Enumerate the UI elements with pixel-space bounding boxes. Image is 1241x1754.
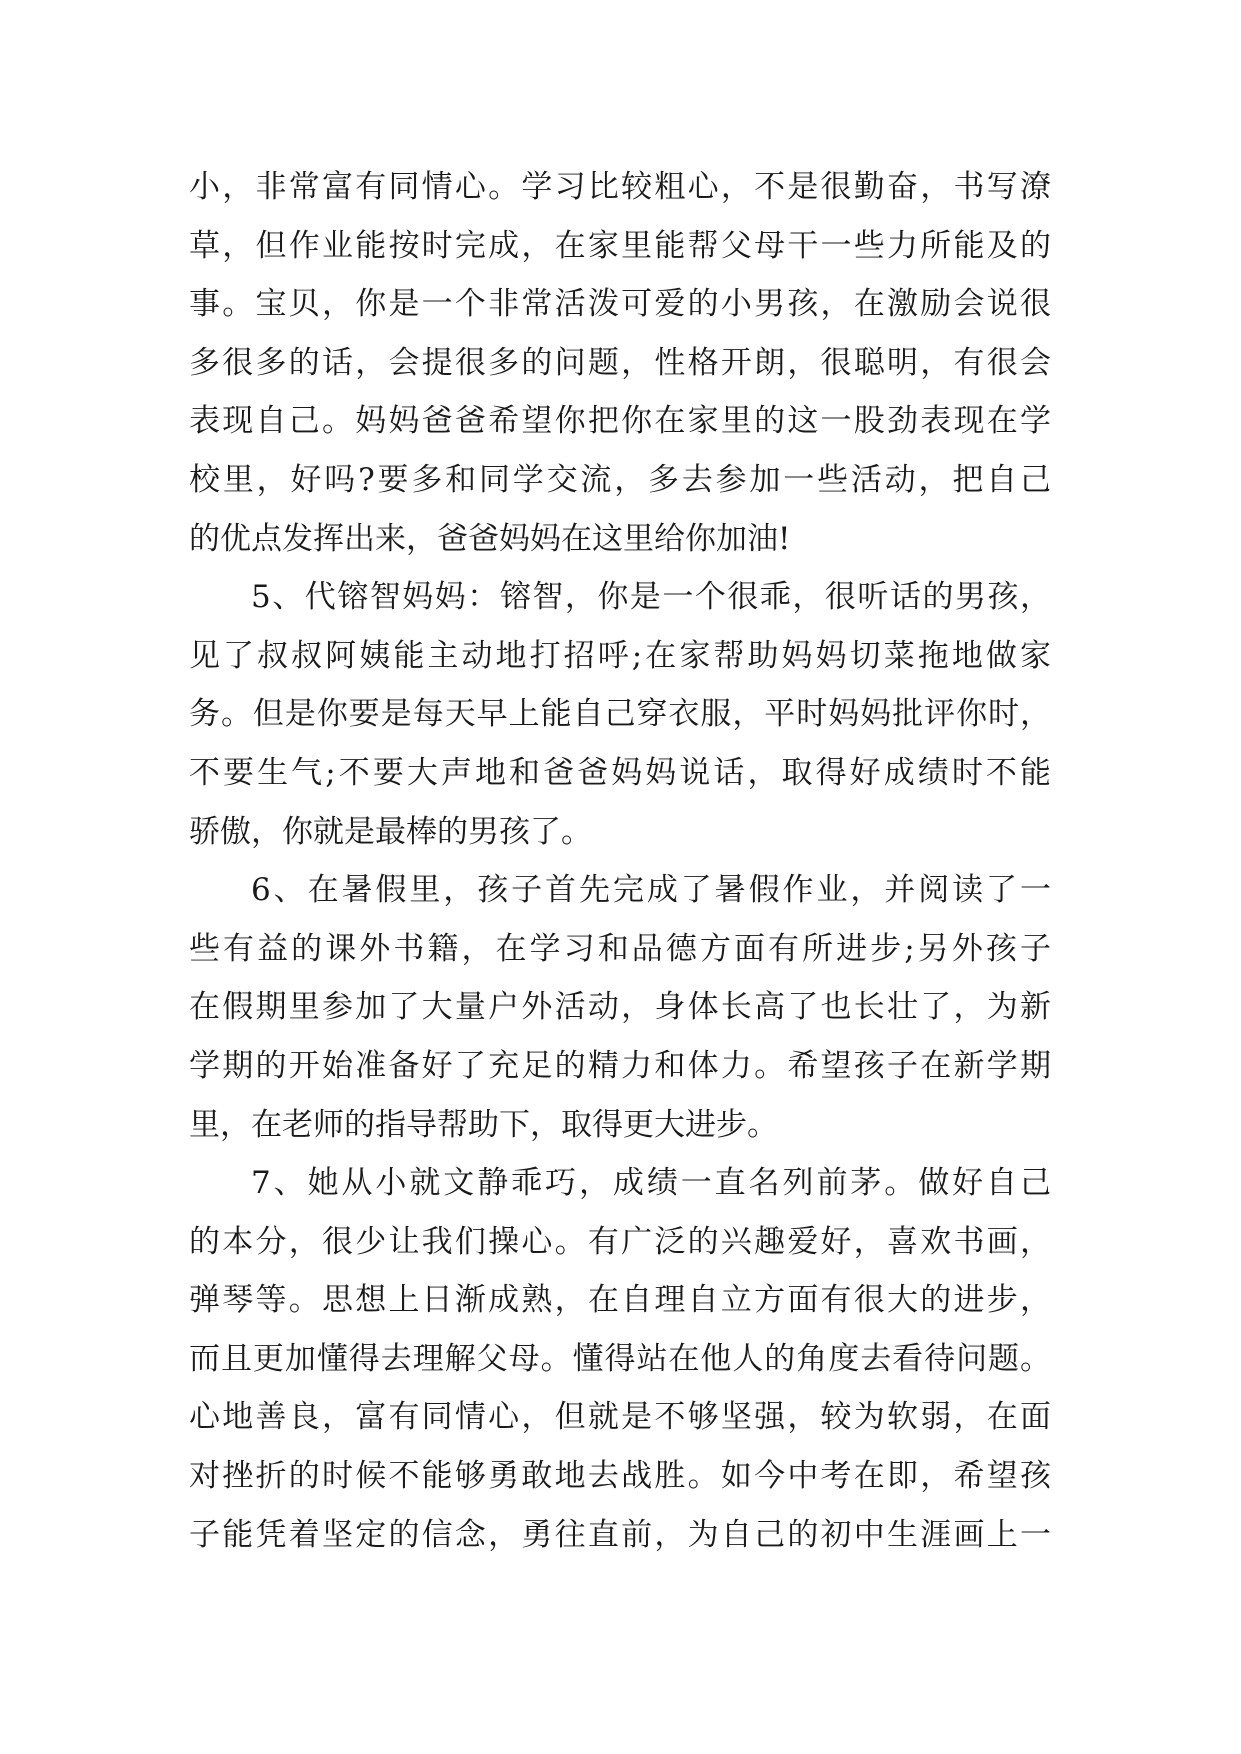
text-line: 的优点发挥出来，爸爸妈妈在这里给你加油!: [189, 520, 791, 557]
text-line: 学期的开始准备好了充足的精力和体力。希望孩子在新学期: [189, 1047, 1051, 1084]
text-line: 草，但作业能按时完成，在家里能帮父母干一些力所能及的: [189, 227, 1051, 264]
text-line: 里，在老师的指导帮助下，取得更大进步。: [189, 1106, 778, 1143]
document-body: [189, 158, 1051, 1564]
text-line: 在假期里参加了大量户外活动，身体长高了也长壮了，为新: [189, 989, 1051, 1026]
text-line: 骄傲，你就是最棒的男孩了。: [189, 813, 592, 850]
text-line: 表现自己。妈妈爸爸希望你把你在家里的这一股劲表现在学: [189, 403, 1051, 440]
text-line: 而且更加懂得去理解父母。懂得站在他人的角度去看待问题。: [189, 1340, 1051, 1377]
text-line: 7、她从小就文静乖巧，成绩一直名列前茅。做好自己: [251, 1165, 1051, 1202]
text-line: 对挫折的时候不能够勇敢地去战胜。如今中考在即，希望孩: [189, 1458, 1051, 1495]
text-line: 小，非常富有同情心。学习比较粗心，不是很勤奋，书写潦: [189, 169, 1051, 205]
text-line: 多很多的话，会提很多的问题，性格开朗，很聪明，有很会: [189, 344, 1051, 381]
text-line: 事。宝贝，你是一个非常活泼可爱的小男孩，在激励会说很: [189, 286, 1051, 323]
text-line: 6、在暑假里，孩子首先完成了暑假作业，并阅读了一: [251, 872, 1051, 909]
text-line: 弹琴等。思想上日渐成熟，在自理自立方面有很大的进步，: [189, 1282, 1051, 1319]
text-line: 子能凭着坚定的信念，勇往直前，为自己的初中生涯画上一: [189, 1516, 1051, 1553]
text-line: 的本分，很少让我们操心。有广泛的兴趣爱好，喜欢书画，: [189, 1223, 1051, 1260]
text-line: 校里，好吗?要多和同学交流，多去参加一些活动，把自己: [189, 461, 1051, 498]
text-line: 心地善良，富有同情心，但就是不够坚强，较为软弱，在面: [189, 1399, 1051, 1436]
text-line: 5、代镕智妈妈：镕智，你是一个很乖，很听话的男孩，: [251, 579, 1051, 616]
text-line: 不要生气;不要大声地和爸爸妈妈说话，取得好成绩时不能: [189, 754, 1051, 791]
text-line: 些有益的课外书籍，在学习和品德方面有所进步;另外孩子: [189, 930, 1051, 967]
text-line: 见了叔叔阿姨能主动地打招呼;在家帮助妈妈切菜拖地做家: [189, 637, 1051, 674]
text-line: 务。但是你要是每天早上能自己穿衣服，平时妈妈批评你时，: [189, 696, 1051, 733]
